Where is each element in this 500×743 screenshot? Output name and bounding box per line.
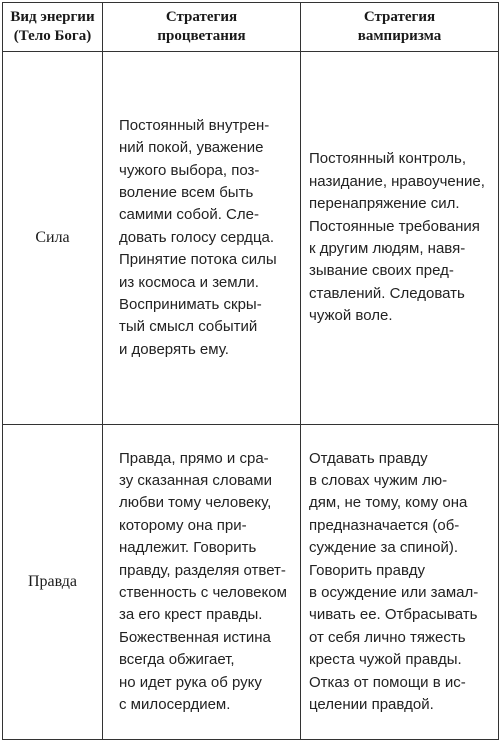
table-header-row <box>3 3 499 52</box>
header-text-line: (Тело Бога) <box>13 28 92 44</box>
text-line: надлежит. Говорить <box>119 539 257 557</box>
text-line: которому она при- <box>119 516 247 534</box>
text-line: дям, не тому, кому она <box>309 494 468 512</box>
text-line: от себя лично тяжесть <box>309 628 466 646</box>
text-line: за его крест правды. <box>119 606 263 624</box>
table-row-pravda <box>3 425 499 740</box>
header-text-line: Стратегия <box>165 9 238 25</box>
text-line: самими собой. Сле- <box>119 206 259 224</box>
vampirism-cell <box>301 425 499 740</box>
table-row-sila <box>3 52 499 425</box>
text-line: довать голосу сердца. <box>119 228 275 246</box>
text-line: предназначается (об- <box>309 516 460 534</box>
text-line: зывание своих пред- <box>309 262 454 280</box>
text-line: в словах чужим лю- <box>309 471 448 489</box>
header-text-line: вампиризма <box>357 28 442 44</box>
header-energy-type <box>3 3 103 52</box>
energy-strategy-table <box>2 2 499 740</box>
text-line: любви тому человеку, <box>119 494 272 512</box>
header-text-line: процветания <box>157 28 246 44</box>
prosperity-cell <box>103 425 301 740</box>
text-line: зу сказанная словами <box>119 471 272 489</box>
text-line: Принятие потока силы <box>119 251 277 269</box>
text-line: к другим людям, навя- <box>309 240 466 257</box>
text-line: в осуждение или замал- <box>309 584 479 601</box>
text-line: Постоянный внутрен- <box>119 116 270 134</box>
text-line: Говорить правду <box>309 561 426 579</box>
text-line: чужой воле. <box>309 307 393 325</box>
text-line: и доверять ему. <box>119 340 229 358</box>
text-line: Правда, прямо и сра- <box>119 449 269 467</box>
text-line: Божественная истина <box>119 628 271 646</box>
text-line: перенапряжение сил. <box>309 195 460 213</box>
text-line: воление всем быть <box>119 183 254 201</box>
text-line: Воспринимать скры- <box>119 296 262 314</box>
text-line: ставлений. Следовать <box>309 284 465 302</box>
text-line: целении правдой. <box>309 696 434 714</box>
text-line: ний покой, уважение <box>119 139 264 157</box>
text-line: креста чужой правды. <box>309 651 462 669</box>
header-text-line: Вид энергии <box>10 9 95 25</box>
header-prosperity-strategy <box>103 3 301 52</box>
text-line: суждение за спиной). <box>309 539 459 557</box>
text-line: с милосердием. <box>119 696 231 714</box>
text-line: Отдавать правду <box>309 449 428 467</box>
text-line: Постоянные требования <box>309 217 480 235</box>
text-line: чивать ее. Отбрасывать <box>309 606 478 624</box>
header-vampirism-strategy <box>301 3 499 52</box>
text-line: Отказ от помощи в ис- <box>309 673 466 691</box>
prosperity-cell <box>103 52 301 425</box>
text-line: из космоса и земли. <box>119 273 259 291</box>
text-line: ственность с человеком <box>119 584 287 601</box>
text-line: всегда обжигает, <box>119 651 235 669</box>
text-line: назидание, нравоучение, <box>309 172 485 190</box>
text-line: правду, разделяя ответ- <box>119 561 286 579</box>
vampirism-cell <box>301 52 499 425</box>
energy-type-cell: Сила <box>3 52 103 425</box>
energy-type-cell: Правда <box>3 425 103 740</box>
header-text-line: Стратегия <box>363 9 436 25</box>
text-line: чужого выбора, поз- <box>119 161 260 179</box>
text-line: но идет рука об руку <box>119 673 262 691</box>
text-line: тый смысл событий <box>119 318 258 336</box>
text-line: Постоянный контроль, <box>309 150 467 168</box>
